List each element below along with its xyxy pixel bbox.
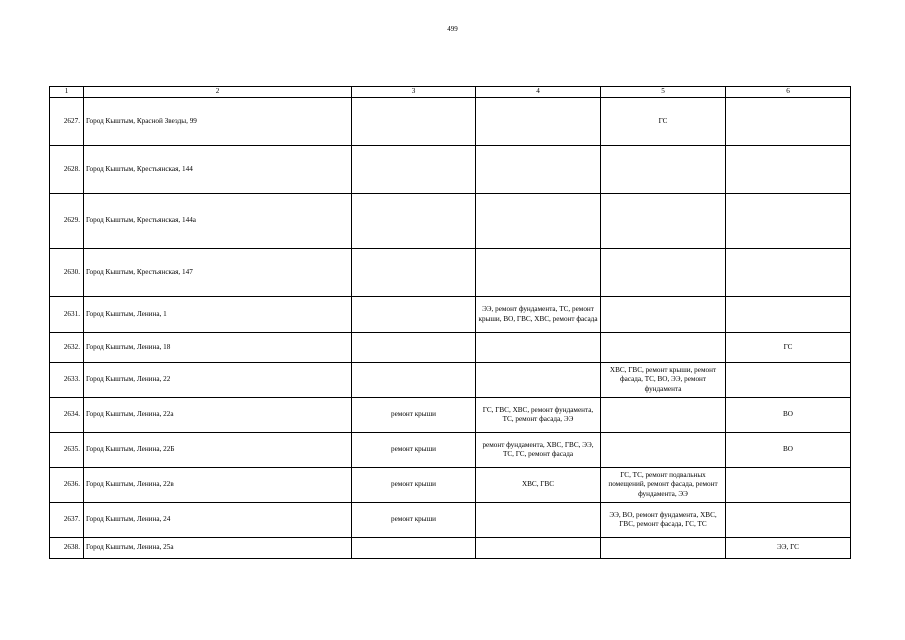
cell-col3: ремонт крыши: [352, 503, 476, 538]
table-row: [50, 363, 851, 398]
cell-col5: ХВС, ГВС, ремонт крыши, ремонт фасада, ТС, ВО, ЭЭ, ремонт фундамента: [601, 363, 726, 398]
column-header: 6: [726, 87, 851, 98]
row-number: 2628.: [50, 146, 84, 194]
table-row: [50, 297, 851, 333]
cell-col5: [601, 146, 726, 194]
cell-col6: ВО: [726, 433, 851, 468]
table-row: [50, 503, 851, 538]
cell-col6: [726, 98, 851, 146]
cell-col3: [352, 249, 476, 297]
cell-col5: [601, 433, 726, 468]
address-cell: Город Кыштым, Крестьянская, 147: [84, 249, 352, 297]
cell-col4: [476, 194, 601, 249]
table-row: [50, 398, 851, 433]
table-body: [50, 87, 851, 559]
address-cell: Город Кыштым, Ленина, 25а: [84, 538, 352, 559]
cell-col6: [726, 503, 851, 538]
table-row: [50, 468, 851, 503]
cell-col4: ХВС, ГВС: [476, 468, 601, 503]
row-number: 2633.: [50, 363, 84, 398]
cell-col3: [352, 363, 476, 398]
row-number: 2638.: [50, 538, 84, 559]
cell-col4: [476, 333, 601, 363]
cell-col5: ЭЭ, ВО, ремонт фундамента, ХВС, ГВС, ремонт фасада, ГС, ТС: [601, 503, 726, 538]
cell-col3: [352, 146, 476, 194]
cell-col3: [352, 333, 476, 363]
row-number: 2630.: [50, 249, 84, 297]
cell-col4: ГС, ГВС, ХВС, ремонт фундамента, ТС, ремонт фасада, ЭЭ: [476, 398, 601, 433]
table-row: [50, 433, 851, 468]
column-header: 2: [84, 87, 352, 98]
cell-col6: [726, 363, 851, 398]
cell-col4: [476, 503, 601, 538]
address-cell: Город Кыштым, Ленина, 22: [84, 363, 352, 398]
cell-col5: ГС, ТС, ремонт подвальных помещений, ремонт фасада, ремонт фундамента, ЭЭ: [601, 468, 726, 503]
table-row: [50, 98, 851, 146]
cell-col4: [476, 538, 601, 559]
cell-col6: [726, 194, 851, 249]
address-cell: Город Кыштым, Крестьянская, 144а: [84, 194, 352, 249]
cell-col4: [476, 363, 601, 398]
cell-col6: [726, 249, 851, 297]
row-number: 2637.: [50, 503, 84, 538]
address-cell: Город Кыштым, Красной Звезды, 99: [84, 98, 352, 146]
cell-col3: [352, 98, 476, 146]
page-number: 499: [447, 25, 458, 33]
row-number: 2634.: [50, 398, 84, 433]
cell-col5: [601, 333, 726, 363]
cell-col3: ремонт крыши: [352, 433, 476, 468]
column-header: 5: [601, 87, 726, 98]
row-number: 2635.: [50, 433, 84, 468]
column-header: 4: [476, 87, 601, 98]
address-cell: Город Кыштым, Ленина, 22в: [84, 468, 352, 503]
cell-col4: ремонт фундамента, ХВС, ГВС, ЭЭ, ТС, ГС, ремонт фасада: [476, 433, 601, 468]
cell-col3: [352, 194, 476, 249]
cell-col3: [352, 297, 476, 333]
row-number: 2627.: [50, 98, 84, 146]
header-row: [50, 87, 851, 98]
cell-col4: [476, 98, 601, 146]
cell-col6: [726, 146, 851, 194]
works-table: [49, 86, 851, 559]
cell-col5: [601, 398, 726, 433]
cell-col6: ГС: [726, 333, 851, 363]
cell-col4: [476, 146, 601, 194]
table-row: [50, 333, 851, 363]
cell-col4: ЭЭ, ремонт фундамента, ТС, ремонт крыши, ВО, ГВС, ХВС, ремонт фасада: [476, 297, 601, 333]
cell-col6: ВО: [726, 398, 851, 433]
cell-col3: [352, 538, 476, 559]
table-row: [50, 249, 851, 297]
address-cell: Город Кыштым, Ленина, 1: [84, 297, 352, 333]
column-header: 3: [352, 87, 476, 98]
cell-col3: ремонт крыши: [352, 398, 476, 433]
table-row: [50, 194, 851, 249]
cell-col6: ЭЭ, ГС: [726, 538, 851, 559]
cell-col6: [726, 468, 851, 503]
address-cell: Город Кыштым, Ленина, 22а: [84, 398, 352, 433]
cell-col5: [601, 297, 726, 333]
cell-col4: [476, 249, 601, 297]
row-number: 2629.: [50, 194, 84, 249]
row-number: 2632.: [50, 333, 84, 363]
address-cell: Город Кыштым, Ленина, 18: [84, 333, 352, 363]
address-cell: Город Кыштым, Ленина, 22Б: [84, 433, 352, 468]
address-cell: Город Кыштым, Крестьянская, 144: [84, 146, 352, 194]
cell-col5: [601, 194, 726, 249]
row-number: 2631.: [50, 297, 84, 333]
row-number: 2636.: [50, 468, 84, 503]
table-row: [50, 146, 851, 194]
cell-col3: ремонт крыши: [352, 468, 476, 503]
address-cell: Город Кыштым, Ленина, 24: [84, 503, 352, 538]
table-row: [50, 538, 851, 559]
cell-col5: ГС: [601, 98, 726, 146]
column-header: 1: [50, 87, 84, 98]
cell-col5: [601, 249, 726, 297]
cell-col5: [601, 538, 726, 559]
cell-col6: [726, 297, 851, 333]
